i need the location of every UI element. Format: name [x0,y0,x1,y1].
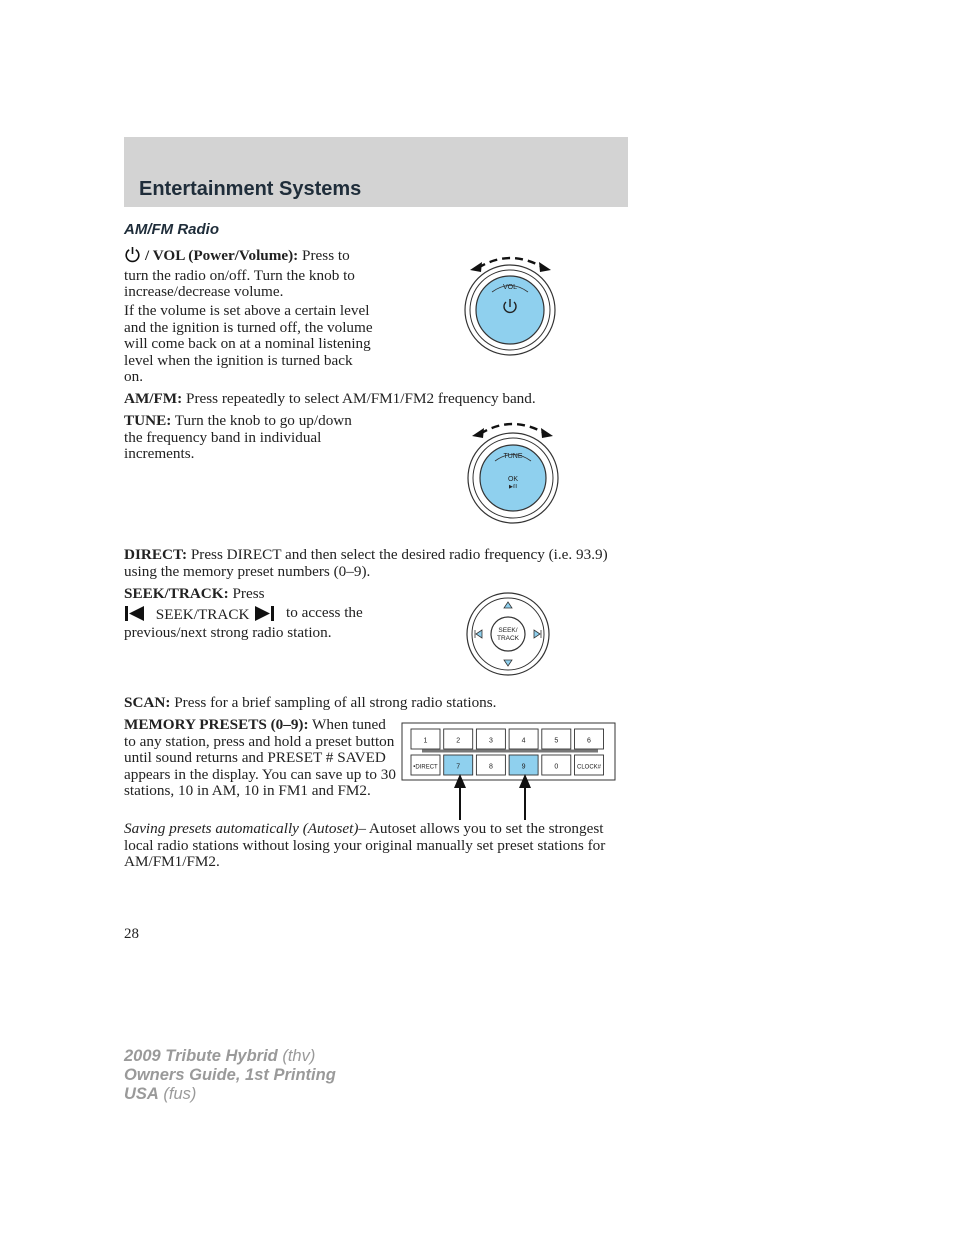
ok-label: OK [507,476,519,483]
seek-paragraph [124,586,424,603]
arrow-left-icon [472,428,484,438]
seek-text-2a: to access the [286,604,363,621]
seek-button-label-1: SEEK/ [498,627,518,634]
seek-text-1: Press [228,585,265,602]
scan-label: SCAN: [124,694,171,711]
seek-label: SEEK/TRACK: [124,585,229,602]
amfm-text: Press repeatedly to select AM/FM1/FM2 frequency band. [182,390,536,407]
direct-paragraph [124,547,614,580]
memory-label: MEMORY PRESETS (0–9): [124,716,309,733]
page-number: 28 [124,926,139,942]
preset-button-label: 5 [554,737,559,745]
direct-label: DIRECT: [124,546,188,563]
scan-text: Press for a brief sampling of all strong radio stations. [170,694,497,711]
seek-button-label-2: TRACK [496,635,520,642]
footer-model: 2009 Tribute Hybrid [124,1047,278,1065]
vol-label: / VOL (Power/Volume): [145,247,299,264]
amfm-paragraph [124,391,614,408]
preset-button-label: 6 [587,737,591,745]
memory-paragraph [124,717,399,800]
volume-knob-illustration [462,252,562,362]
vol-note: If the volume is set above a certain level and the ignition is turned off, the volume will come back on at a nominal listening level when the ignition is turned back on. [124,302,373,385]
vol-paragraph [124,246,374,301]
preset-button-label: 4 [521,737,526,745]
footer-market-code: (fus) [158,1085,197,1103]
tune-text: Turn the knob to go up/down the frequency band in individual increments. [124,412,352,462]
seek-text-2b: previous/next strong radio station. [124,624,332,641]
tune-knob-label: TUNE [503,453,523,460]
header-band [124,137,628,207]
scan-paragraph [124,695,614,712]
preset-button-label: 3 [488,737,493,745]
preset-button-label: 2 [456,737,461,745]
tune-knob-illustration [464,420,564,528]
vol-text: Press to turn the radio on/off. Turn the knob to increase/decrease volume. [124,247,355,300]
tune-paragraph [124,413,356,463]
preset-button-label: 8 [488,763,493,771]
autoset-paragraph [124,821,624,871]
preset-button-label: 7 [456,763,461,771]
power-icon [124,246,141,268]
play-pause-label: ▶/II [508,484,518,490]
amfm-label: AM/FM: [124,390,183,407]
preset-buttons-illustration [400,722,618,822]
direct-text: Press DIRECT and then select the desired radio frequency (i.e. 93.9) using the memory preset numbers (0–9). [124,546,608,580]
arrow-up-icon [519,774,531,820]
seek-track-button-illustration [464,590,554,678]
chapter-title: Entertainment Systems [139,178,362,200]
vol-knob-label: VOL [502,284,518,291]
arrow-right-icon [539,262,551,272]
footer-printing: Owners Guide, 1st Printing [124,1066,336,1084]
autoset-text: – Autoset allows you to set the strongest local radio stations without losing your original manually set preset stations for AM/FM1/FM2. [124,820,606,870]
preset-button-label: •DIRECT [413,764,438,771]
footer-model-code: (thv) [277,1047,316,1065]
preset-button-label: 1 [423,737,428,745]
section-title: AM/FM Radio [124,221,219,238]
arrow-up-icon [454,774,466,820]
preset-button-label: 9 [521,763,526,771]
seek-mid-label: SEEK/TRACK [155,606,250,623]
preset-button-label: 0 [554,763,559,771]
tune-label: TUNE: [124,412,172,429]
preset-button-label: CLOCK# [576,764,602,771]
arrow-left-icon [470,262,482,272]
arrow-right-icon [541,428,553,438]
footer-market: USA [124,1085,159,1103]
footer [124,1047,336,1104]
memory-text: When tuned to any station, press and hold a preset button until sound returns and PRESET # SAVED appears in the display. You can save up to 30 stations, 10 in AM, 10 in FM1 and FM2. [124,716,396,799]
autoset-label: Saving presets automatically (Autoset) [124,820,359,837]
